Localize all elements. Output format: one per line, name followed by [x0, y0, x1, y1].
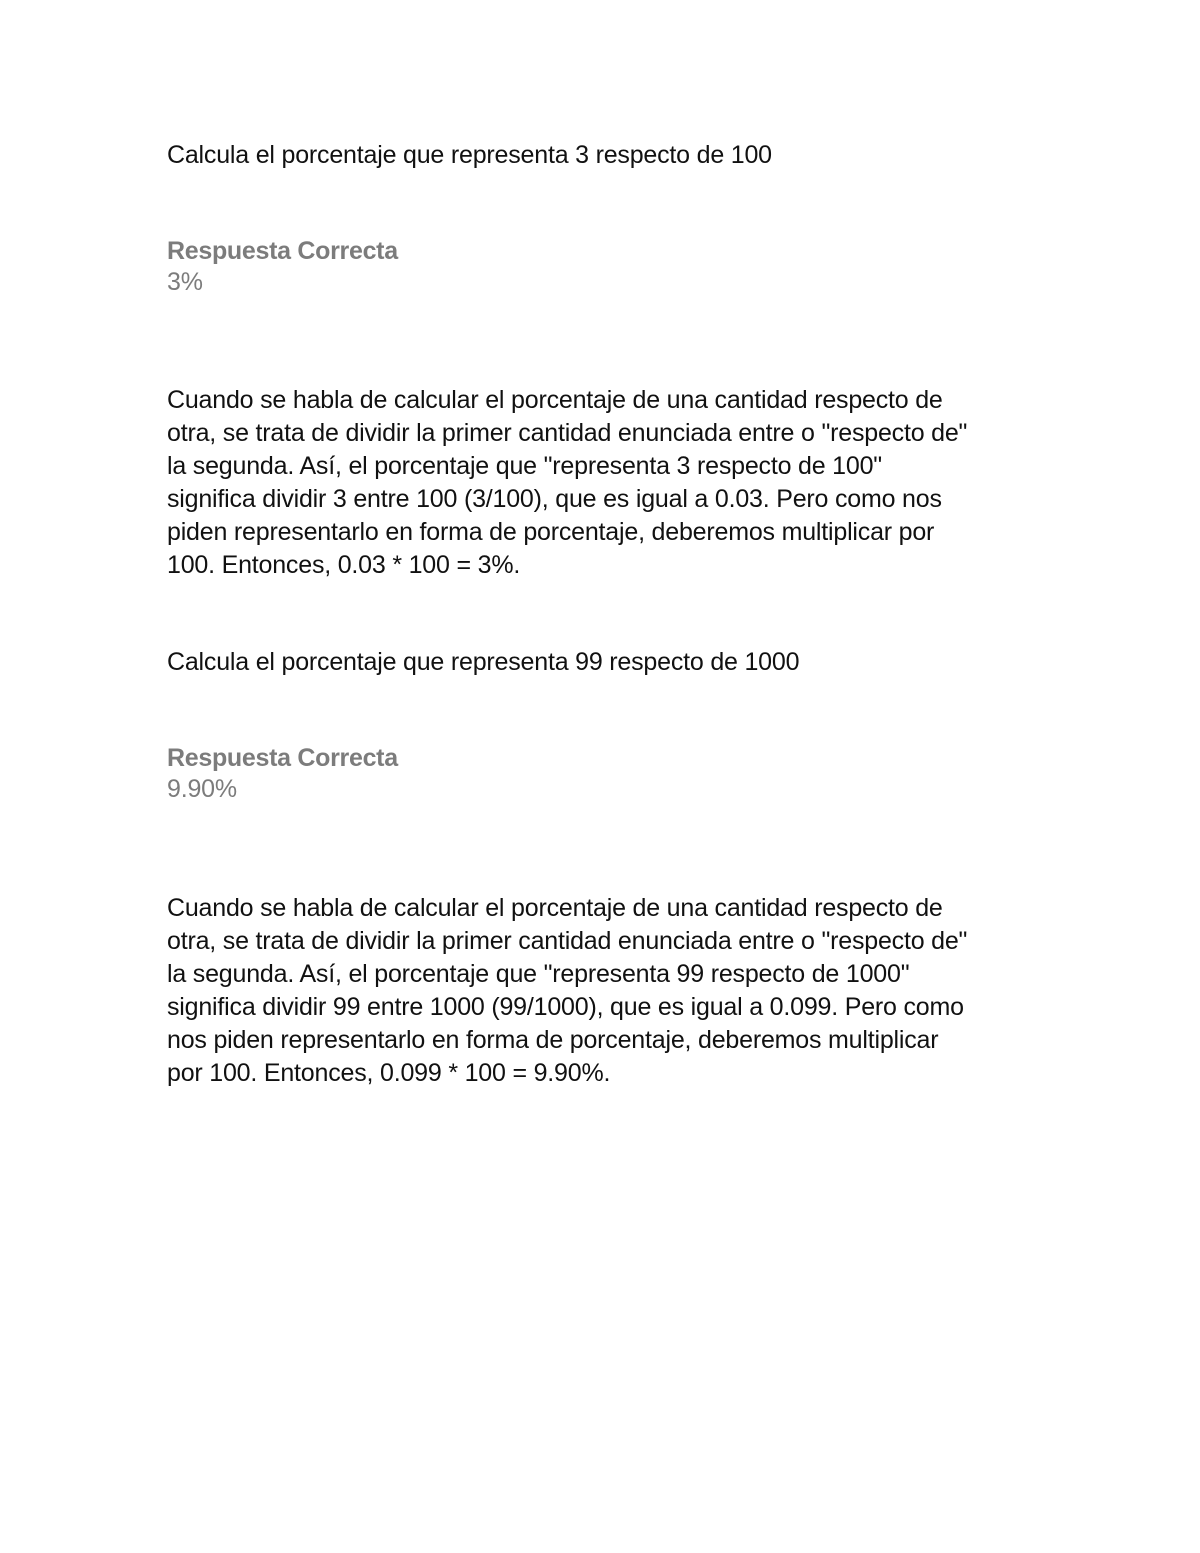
explanation-line: piden representarlo en forma de porcentaje, deberemos multiplicar por [167, 518, 935, 546]
answer-block-1 [167, 236, 1047, 298]
answer-value: 9.90% [167, 775, 237, 803]
explanation-2 [167, 892, 1047, 1090]
explanation-line: significa dividir 99 entre 1000 (99/1000), que es igual a 0.099. Pero como [167, 993, 964, 1021]
answer-label: Respuesta Correcta [167, 237, 398, 265]
explanation-1 [167, 384, 1047, 582]
explanation-line: otra, se trata de dividir la primer cantidad enunciada entre o "respecto de" [167, 419, 968, 447]
explanation-line: Cuando se habla de calcular el porcentaje de una cantidad respecto de [167, 386, 943, 414]
answer-value: 3% [167, 268, 203, 296]
question-2: Calcula el porcentaje que representa 99 respecto de 1000 [167, 648, 800, 676]
explanation-line: 100. Entonces, 0.03 * 100 = 3%. [167, 551, 521, 579]
explanation-line: Cuando se habla de calcular el porcentaje de una cantidad respecto de [167, 894, 943, 922]
explanation-line: otra, se trata de dividir la primer cantidad enunciada entre o "respecto de" [167, 927, 968, 955]
explanation-line: la segunda. Así, el porcentaje que "representa 3 respecto de 100" [167, 452, 882, 480]
answer-label: Respuesta Correcta [167, 744, 398, 772]
explanation-line: la segunda. Así, el porcentaje que "representa 99 respecto de 1000" [167, 960, 910, 988]
question-1: Calcula el porcentaje que representa 3 respecto de 100 [167, 141, 772, 169]
explanation-line: significa dividir 3 entre 100 (3/100), que es igual a 0.03. Pero como nos [167, 485, 942, 513]
explanation-line: por 100. Entonces, 0.099 * 100 = 9.90%. [167, 1059, 611, 1087]
answer-block-2 [167, 743, 1047, 805]
explanation-line: nos piden representarlo en forma de porcentaje, deberemos multiplicar [167, 1026, 939, 1054]
